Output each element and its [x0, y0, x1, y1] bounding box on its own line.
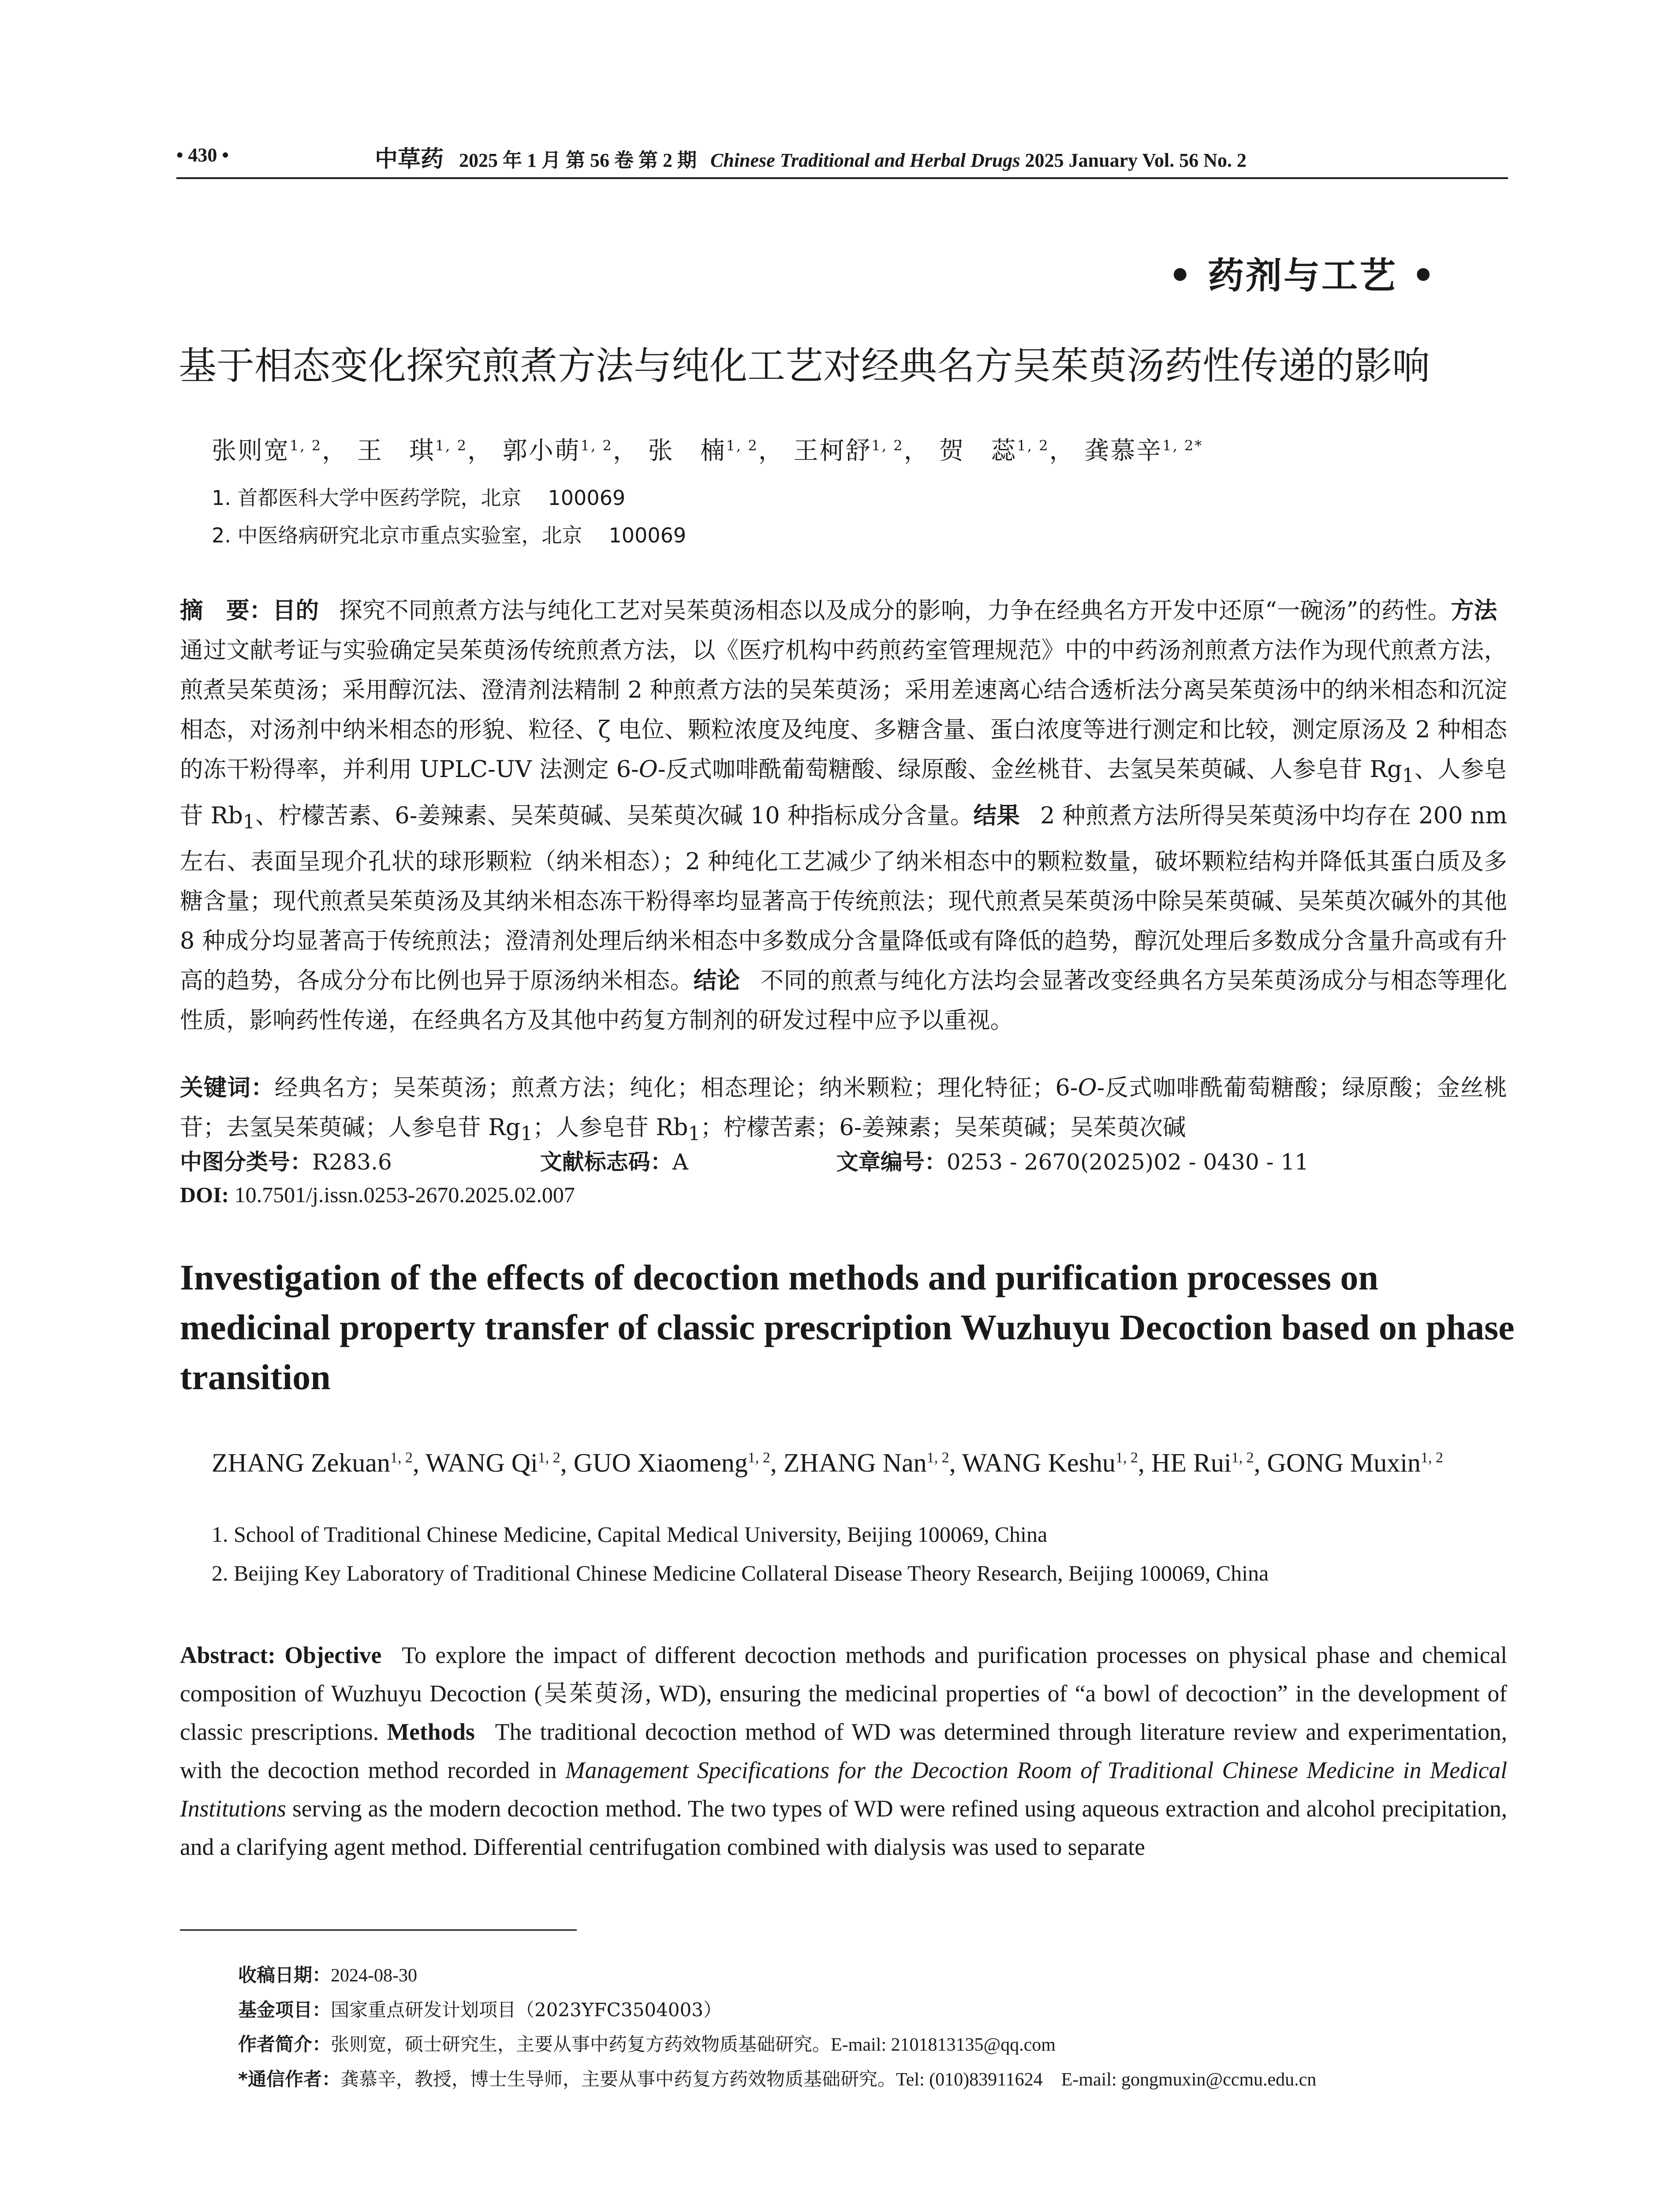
abstract-cn: 摘 要：目的 探究不同煎煮方法与纯化工艺对吴茱萸汤相态以及成分的影响，力争在经典名方开发中还原“一碗汤”的药性。方法通过文献考证与实验确定吴茱萸汤传统煎煮方法，以《医疗机构中药煎药室管理规范》中的中药汤剂煎煮方法作为现代煎煮方法，煎煮吴茱萸汤；采用醇沉法、澄清剂法精制 2 种煎煮方法的吴茱萸汤；采用差速离心结合透析法分离吴茱萸汤中的纳米相态和沉淀相态，对汤剂中纳米相态的形貌、粒径、ζ 电位、颗粒浓度及纯度、多糖含量、蛋白浓度等进行测定和比较，测定原汤及 2 种相态的冻干粉得率，并利用 UPLC-UV 法测定 6-O-反式咖啡酰葡萄糖酸、绿原酸、金丝桃苷、去氢吴茱萸碱、人参皂苷 $Rg_1$、人参皂苷 $Rb_1$、柠檬苦素、6-姜辣素、吴茱萸碱、吴茱萸次碱 10 种指标成分含量。结果 2 种煎煮方法所得吴茱萸汤中均存在 200 nm 左右、表面呈现介孔状的球形颗粒（纳米相态）；2 种纯化工艺减少了纳米相态中的颗粒数量，破坏颗粒结构并降低其蛋白质及多糖含量；现代煎煮吴茱萸汤及其纳米相态冻干粉得率均显著高于传统煎法；现代煎煮吴茱萸汤中除吴茱萸碱、吴茱萸次碱外的其他 8 种成分均显著高于传统煎法；澄清剂处理后纳米相态中多数成分含量降低或有降低的趋势，醇沉处理后多数成分含量升高或有升高的趋势，各成分分布比例也异于原汤纳米相态。结论 不同的煎煮与纯化方法均会显著改变经典名方吴茱萸汤成分与相态等理化性质，影响药性传递，在经典名方及其他中药复方制剂的研发过程中应予以重视。: [180, 597, 1507, 1034]
journal-name-en: Chinese Traditional and Herbal Drugs: [710, 149, 1020, 171]
footnote-rule: [180, 1929, 577, 1931]
abstract-en: Abstract: Objective To explore the impact of different decoction methods and purification processes on physical phase and chemical composition of Wuzhuyu Decoction (吴茱萸汤, WD), ensuring the medicinal properties of “a bowl of decoction” in the development of classic prescriptions. Methods The traditional decoction method of WD was determined through literature review and experimentation, with the decoction method recorded in Management Specifications for the Decoction Room of Traditional Chinese Medicine in Medical Institutions serving as the modern decoction method. The two types of WD were refined using aqueous extraction and alcohol precipitation, and a clarifying agent method. Differential centrifugation combined with dialysis was used to separate: [180, 1642, 1508, 1860]
journal-name-cn: 中草药: [375, 146, 444, 172]
title-en: Investigation of the effects of decoction methods and purification processes on medicinal property transfer of classic prescription Wuzhuyu Decoction based on phase transition: [180, 1257, 1515, 1397]
section-heading: • 药剂与工艺 •: [1169, 254, 1437, 297]
affiliation-cn-2: 2. 中医络病研究北京市重点实验室，北京 100069: [212, 523, 687, 547]
running-header: [176, 140, 1508, 171]
results-label: 结果: [973, 802, 1020, 829]
footnote-received: 收稿日期：2024-08-30: [238, 1964, 417, 1986]
affiliation-cn-1: 1. 首都医科大学中医药学院，北京 100069: [212, 486, 626, 510]
classification-line: 中图分类号：R283.6 文献标志码：A 文章编号：0253 - 2670(2025)02 - 0430 - 11: [180, 1149, 1309, 1175]
methods-label: 方法: [1451, 597, 1497, 624]
objective-label: 目的: [273, 597, 319, 624]
footnote-corresponding: *通信作者：龚慕辛，教授，博士生导师，主要从事中药复方药效物质基础研究。Tel: (010)83911624 E-mail: gongmuxin@ccmu.edu.cn: [238, 2068, 1317, 2090]
abstract-label: 摘 要：: [180, 597, 273, 624]
page-number: • 430 •: [176, 144, 229, 166]
authors-cn: 张则宽$^{1, 2}$， 王 琪$^{1, 2}$， 郭小萌$^{1, 2}$， 张 楠$^{1, 2}$， 王柯舒$^{1, 2}$， 贺 蕊$^{1, 2}$， 龚慕辛$^{1, 2*}$: [212, 437, 1203, 465]
affiliation-en-1: 1. School of Traditional Chinese Medicine, Capital Medical University, Beijing 100069, China: [212, 1522, 1048, 1547]
issue-cn: 2025 年 1 月 第 56 卷 第 2 期: [459, 149, 697, 171]
title-cn: 基于相态变化探究煎煮方法与纯化工艺对经典名方吴茱萸汤药性传递的影响: [179, 344, 1430, 388]
footnotes: [238, 1958, 1316, 2097]
header-rule: [176, 177, 1508, 179]
affiliation-en-2: 2. Beijing Key Laboratory of Traditional Chinese Medicine Collateral Disease Theory Research, Beijing 100069, China: [212, 1561, 1269, 1585]
journal-info: [375, 140, 1247, 173]
footnote-fund: 基金项目：国家重点研发计划项目（2023YFC3504003）: [238, 1999, 722, 2021]
footnote-author: 作者简介：张则宽，硕士研究生，主要从事中药复方药效物质基础研究。E-mail: 2101813135@qq.com: [238, 2033, 1056, 2055]
abstract-en-label: Abstract: Objective: [180, 1642, 382, 1668]
issue-en: 2025 January Vol. 56 No. 2: [1025, 149, 1247, 171]
conclusion-label: 结论: [693, 967, 740, 994]
keywords-cn: 关键词：经典名方；吴茱萸汤；煎煮方法；纯化；相态理论；纳米颗粒；理化特征；6-O-反式咖啡酰葡萄糖酸；绿原酸；金丝桃苷；去氢吴茱萸碱；人参皂苷 $Rg_1$；人参皂苷 $Rb_1$；柠檬苦素；6-姜辣素；吴茱萸碱；吴茱萸次碱: [180, 1074, 1507, 1145]
authors-en: ZHANG Zekuan$^{1, 2}$, WANG Qi$^{1, 2}$, GUO Xiaomeng$^{1, 2}$, ZHANG Nan$^{1, 2}$, WANG Keshu$^{1, 2}$, HE Rui$^{1, 2}$, GONG Muxin$^{1, 2}$: [212, 1448, 1443, 1477]
methods-en-label: Methods: [387, 1719, 475, 1745]
doi: DOI: 10.7501/j.issn.0253-2670.2025.02.007: [180, 1182, 575, 1207]
